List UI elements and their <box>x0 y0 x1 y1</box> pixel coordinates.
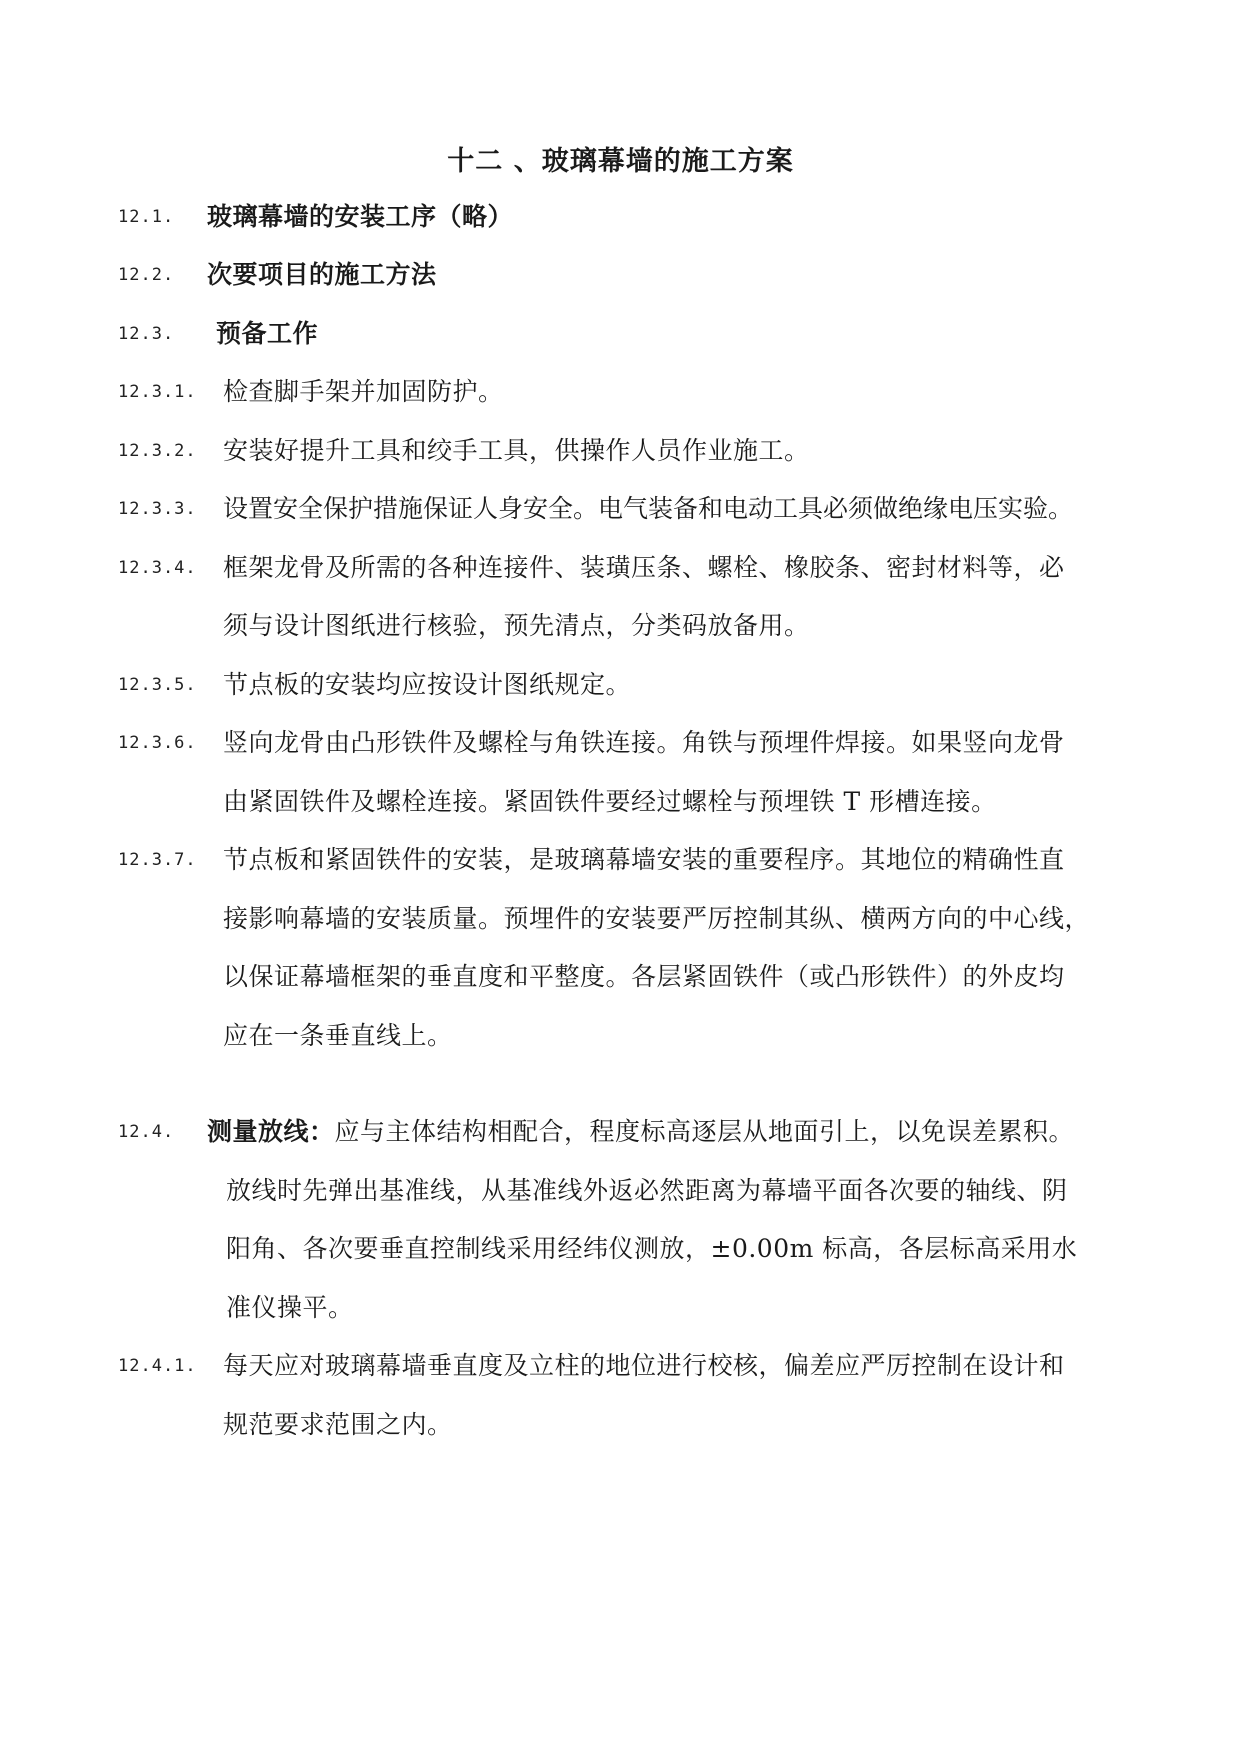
section-12-1 <box>0 197 1241 237</box>
item-12-4-1 <box>0 1346 1241 1386</box>
section-text-continuation: 准仪操平。 <box>226 1293 354 1322</box>
item-12-3-2 <box>0 431 1241 471</box>
item-text: 节点板和紧固铁件的安装，是玻璃幕墙安装的重要程序。其地位的精确性直 <box>223 845 1065 874</box>
section-text-continuation: 阳角、各次要垂直控制线采用经纬仪测放，±0.00m 标高，各层标高采用水 <box>226 1234 1078 1263</box>
item-text: 安装好提升工具和绞手工具，供操作人员作业施工。 <box>223 436 810 465</box>
section-number: 12.3. <box>118 324 175 344</box>
item-text-continuation: 以保证幕墙框架的垂直度和平整度。各层紧固铁件（或凸形铁件）的外皮均 <box>223 962 1065 991</box>
section-bold-label: 测量放线： <box>207 1117 335 1146</box>
item-text: 检查脚手架并加固防护。 <box>223 377 504 406</box>
item-12-3-7-cont-1 <box>0 899 1241 939</box>
section-text <box>207 1112 1074 1152</box>
item-text-continuation: 规范要求范围之内。 <box>223 1410 453 1439</box>
section-first-line: 应与主体结构相配合，程度标高逐层从地面引上，以免误差累积。 <box>334 1117 1075 1146</box>
item-number: 12.3.6. <box>118 733 197 753</box>
item-12-3-5 <box>0 665 1241 705</box>
item-12-3-7 <box>0 840 1241 880</box>
section-12-3 <box>0 314 1241 354</box>
item-12-3-3 <box>0 489 1241 529</box>
section-heading: 预备工作 <box>216 319 319 348</box>
item-text: 竖向龙骨由凸形铁件及螺栓与角铁连接。角铁与预埋件焊接。如果竖向龙骨 <box>223 728 1065 757</box>
item-12-3-4 <box>0 548 1241 588</box>
item-12-3-1 <box>0 372 1241 412</box>
section-12-4-cont-3 <box>0 1288 1241 1328</box>
item-12-3-4-cont <box>0 606 1241 646</box>
item-12-3-6-cont <box>0 782 1241 822</box>
item-text: 设置安全保护措施保证人身安全。电气装备和电动工具必须做绝缘电压实验。 <box>223 494 1074 523</box>
section-number: 12.2. <box>118 265 175 285</box>
item-number: 12.3.7. <box>118 850 197 870</box>
item-number: 12.4.1. <box>118 1356 197 1376</box>
item-number: 12.3.5. <box>118 675 197 695</box>
item-text-continuation: 由紧固铁件及螺栓连接。紧固铁件要经过螺栓与预埋铁 T 形槽连接。 <box>223 787 997 816</box>
section-number: 12.4. <box>118 1122 175 1142</box>
section-12-4-cont-1 <box>0 1171 1241 1211</box>
item-12-3-7-cont-2 <box>0 957 1241 997</box>
section-heading: 玻璃幕墙的安装工序（略） <box>207 202 514 231</box>
item-text-continuation: 应在一条垂直线上。 <box>223 1021 453 1050</box>
item-number: 12.3.3. <box>118 499 197 519</box>
section-text-continuation: 放线时先弹出基准线，从基准线外返必然距离为幕墙平面各次要的轴线、阴 <box>226 1176 1068 1205</box>
item-number: 12.3.2. <box>118 441 197 461</box>
item-12-4-1-cont <box>0 1405 1241 1445</box>
section-12-4 <box>0 1112 1241 1152</box>
item-text-continuation: 须与设计图纸进行核验，预先清点，分类码放备用。 <box>223 611 810 640</box>
document-title: 十二 、玻璃幕墙的施工方案 <box>447 146 794 177</box>
section-number: 12.1. <box>118 207 175 227</box>
item-number: 12.3.1. <box>118 382 197 402</box>
item-text: 每天应对玻璃幕墙垂直度及立柱的地位进行校核，偏差应严厉控制在设计和 <box>223 1351 1065 1380</box>
item-number: 12.3.4. <box>118 558 197 578</box>
item-text-continuation: 接影响幕墙的安装质量。预埋件的安装要严厉控制其纵、横两方向的中心线， <box>223 904 1091 933</box>
section-heading: 次要项目的施工方法 <box>207 260 437 289</box>
section-12-2 <box>0 255 1241 295</box>
item-text: 节点板的安装均应按设计图纸规定。 <box>223 670 632 699</box>
item-12-3-7-cont-3 <box>0 1016 1241 1056</box>
section-12-4-cont-2 <box>0 1229 1241 1269</box>
item-text: 框架龙骨及所需的各种连接件、装璜压条、螺栓、橡胶条、密封材料等，必 <box>223 553 1065 582</box>
item-12-3-6 <box>0 723 1241 763</box>
